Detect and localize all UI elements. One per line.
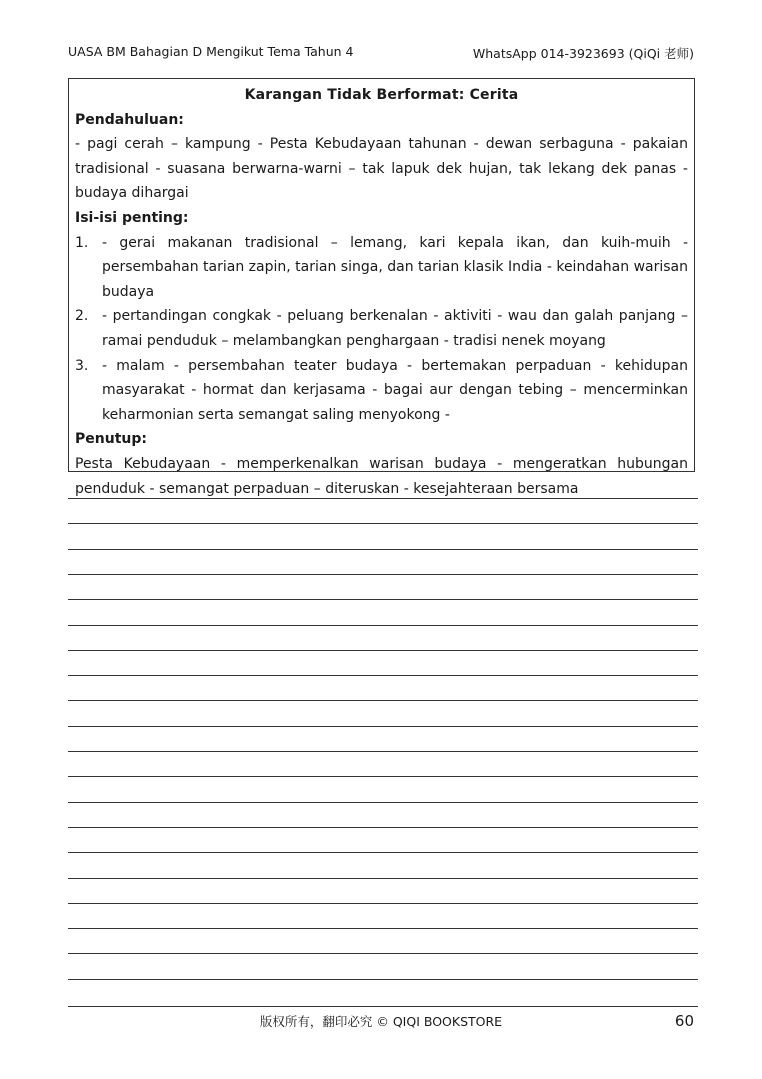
- writing-line: [68, 599, 698, 600]
- list-item-text: - gerai makanan tradisional – lemang, kari kepala ikan, dan kuih-muih - persembahan tarian zapin, tarian singa, dan tarian klasik India - keindahan warisan budaya: [102, 234, 688, 300]
- closing-heading: Penutup:: [75, 431, 147, 448]
- writing-line: [68, 878, 698, 879]
- closing-text: Pesta Kebudayaan - memperkenalkan warisan budaya - mengeratkan hubungan penduduk - semangat perpaduan – diteruskan - kesejahteraan bersama: [75, 455, 688, 497]
- intro-heading: Pendahuluan:: [75, 111, 184, 128]
- writing-line: [68, 903, 698, 904]
- list-item: [75, 304, 688, 353]
- writing-line: [68, 979, 698, 980]
- list-number: 1.: [75, 234, 89, 251]
- list-number: 3.: [75, 357, 89, 374]
- page-header: [68, 44, 694, 64]
- writing-line: [68, 625, 698, 626]
- writing-line: [68, 700, 698, 701]
- header-title: UASA BM Bahagian D Mengikut Tema Tahun 4: [68, 44, 354, 59]
- writing-line: [68, 776, 698, 777]
- list-item-text: - malam - persembahan teater budaya - bertemakan perpaduan - kehidupan masyarakat - hormat dan kerjasama - bagai aur dengan tebing – mencerminkan keharmonian serta semangat saling menyokong -: [102, 357, 688, 423]
- writing-line: [68, 852, 698, 853]
- writing-line: [68, 802, 698, 803]
- list-item: [75, 354, 688, 428]
- page-footer: [68, 1012, 694, 1032]
- copyright-notice: 版权所有，翻印必究 © QIQI BOOKSTORE: [259, 1014, 503, 1029]
- header-contact: WhatsApp 014-3923693 (QiQi 老师): [472, 46, 694, 61]
- outline-title: Karangan Tidak Berformat: Cerita: [244, 87, 519, 103]
- body-heading: Isi-isi penting:: [75, 209, 189, 226]
- intro-text: - pagi cerah – kampung - Pesta Kebudayaan tahunan - dewan serbaguna - pakaian tradisional - suasana berwarna-warni – tak lapuk dek hujan, tak lekang dek panas - budaya dihargai: [75, 136, 688, 202]
- writing-line: [68, 928, 698, 929]
- list-number: 2.: [75, 308, 89, 325]
- list-item-text: - pertandingan congkak - peluang berkenalan - aktiviti - wau dan galah panjang – ramai penduduk – melambangkan penghargaan - tradisi nenek moyang: [102, 308, 688, 349]
- writing-line: [68, 726, 698, 727]
- writing-lines: [68, 474, 698, 1006]
- writing-line: [68, 650, 698, 651]
- list-item: [75, 231, 688, 305]
- writing-line: [68, 498, 698, 499]
- writing-line: [68, 523, 698, 524]
- writing-line: [68, 574, 698, 575]
- main-points-list: [75, 231, 688, 428]
- writing-line: [68, 675, 698, 676]
- writing-line: [68, 953, 698, 954]
- page-number: 60: [674, 1012, 694, 1030]
- footer-divider: [68, 1006, 698, 1007]
- essay-outline-box: [68, 78, 695, 497]
- writing-line: [68, 827, 698, 828]
- writing-line: [68, 751, 698, 752]
- writing-line: [68, 549, 698, 550]
